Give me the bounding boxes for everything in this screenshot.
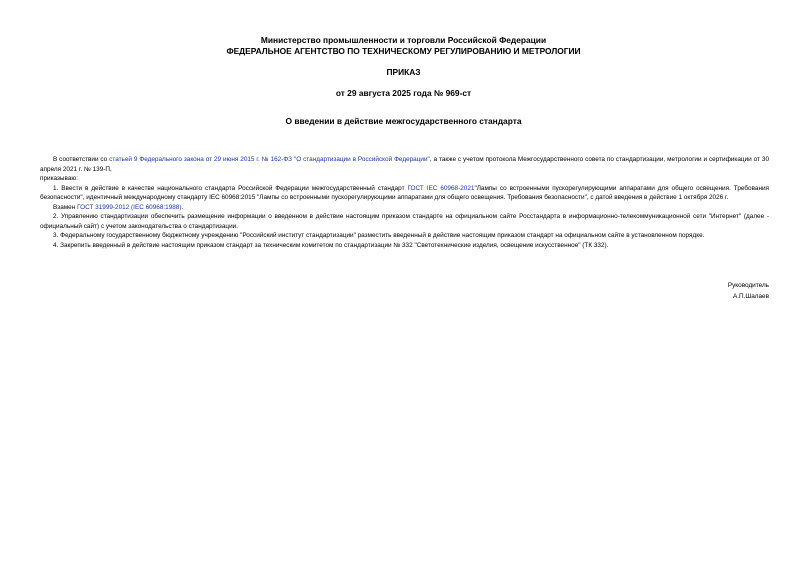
paragraph-preamble (40, 155, 769, 174)
item-1-text-end: "Лампы со встроенными пускорегулирующими аппаратами для общего освещения. Требования безопасности", идентичный международному стандарту IEC 60968:2015 "Лампы со встроенными пускорегулирующими аппаратами для общего освещения. Требования безопасности", с датой введения в действие 1 октября 2026 г. (40, 184, 770, 201)
gost-31999-link[interactable]: ГОСТ 31999-2012 (IEC 60968:1988) (77, 203, 182, 211)
replacement-text-start: Взамен (53, 203, 77, 211)
agency-name: ФЕДЕРАЛЬНОЕ АГЕНТСТВО ПО ТЕХНИЧЕСКОМУ РЕГУЛИРОВАНИЮ И МЕТРОЛОГИИ (226, 46, 581, 56)
document-date-number: от 29 августа 2025 года № 969-ст (335, 88, 472, 98)
paragraph-item-2: 2. Управлению стандартизации обеспечить размещение информации о введенном в действие настоящим приказом стандарте на официальном сайте Росстандарта в информационно-телекоммуникационной сети "Интернет" (далее - официальный сайт) с учетом законодательства о стандартизации. (40, 213, 769, 230)
item-1-text-start: 1. Ввести в действие в качестве национального стандарта Российской Федерации межгосударственный стандарт (53, 184, 408, 192)
law-link[interactable]: статьей 9 Федерального закона от 29 июня 2015 г. № 162-ФЗ "О стандартизации в Российской Федерации" (109, 156, 430, 163)
preamble-text-end: , а также с учетом протокола Межгосударственного совета по стандартизации, метрологии и сертификации от 30 апреля 2021 г. № 139-П, (40, 156, 769, 173)
document-title: О введении в действие межгосударственного стандарта (285, 116, 522, 126)
replacement-text-end: . (181, 203, 184, 211)
paragraph-item-3: 3. Федеральному государственному бюджетному учреждению "Российский институт стандартизации" разместить введенный в действие настоящим приказом стандарт на официальном сайте в установленном порядке. (53, 232, 705, 239)
ministry-name: Министерство промышленности и торговли Российской Федерации (260, 35, 547, 45)
paragraph-item-4: 4. Закрепить введенный в действие настоящим приказом стандарт за техническим комитетом по стандартизации № 332 "Светотехнические изделия, освещение искусственное" (ТК 332). (53, 241, 609, 249)
document-type: ПРИКАЗ (386, 67, 421, 77)
paragraph-replacement (40, 203, 769, 213)
preamble-text-start: В соответствии со (53, 156, 110, 163)
paragraph-order: приказываю: (40, 175, 78, 182)
gost-iec-60968-link[interactable]: ГОСТ IEC 60968-2021 (407, 184, 475, 192)
paragraph-item-1 (40, 184, 769, 203)
signatory-position: Руководитель (727, 282, 769, 289)
document-body (40, 155, 769, 250)
signatory-name: А.П.Шалаев (732, 293, 769, 300)
